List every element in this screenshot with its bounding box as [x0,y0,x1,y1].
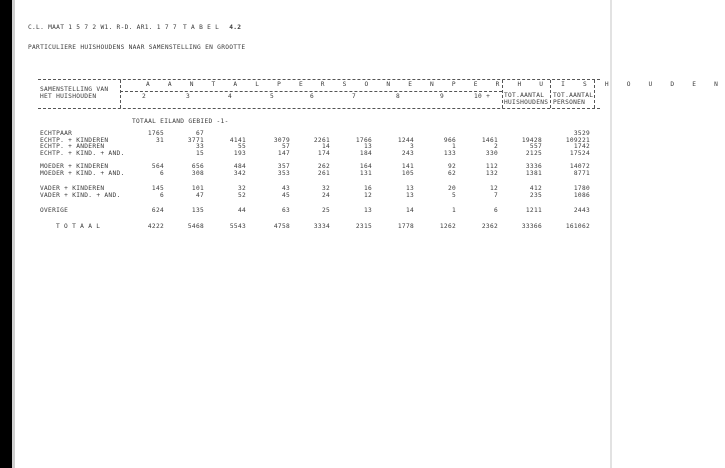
table-cell-group [422,131,456,157]
table-cell: 145 [151,185,164,192]
table-cell: 1778 [397,223,414,230]
col-header-8: 8 [396,93,401,100]
table-cell: 262 [317,163,330,170]
table-cell [130,144,164,151]
table-cell-group [212,186,246,199]
top-rule [38,79,600,80]
table-cell-group [212,131,246,157]
table-cell: 57 [281,143,290,151]
table-cell-group [422,208,456,215]
table-cell-group [380,224,414,231]
households-header-line1: TOT.AANTAL [504,92,545,99]
table-cell: 624 [151,207,164,214]
table-cell-group [464,224,498,231]
col-header-6: 6 [310,93,315,100]
table-cell: 92 [447,163,456,170]
table-cell: 14 [321,143,330,151]
table-cell: 4222 [147,223,164,230]
table-cell-group [130,186,164,199]
table-cell: 656 [191,163,204,170]
row-label: T O T A A L [56,223,101,230]
table-cell-group [170,224,204,231]
table-cell: 67 [195,130,204,137]
table-cell: 2 [493,143,498,151]
table-cell: 1 [451,207,456,214]
table-cell: 45 [281,191,290,199]
binding-edge [0,0,12,468]
table-cell: 13 [363,143,372,151]
table-cell: 52 [237,191,246,199]
table-cell: 8771 [573,169,590,177]
table-cell-group [212,164,246,177]
table-cell: 17524 [569,149,590,157]
row-label: ECHTP. + KIND. + AND. [40,149,125,157]
table-cell: 261 [317,169,330,177]
col-header-9: 9 [440,93,445,100]
table-cell: 6 [159,191,164,199]
col-header-persons [553,92,593,106]
table-cell: 25 [321,207,330,214]
stub-header [40,86,108,100]
table-cell: 1742 [573,143,590,151]
table-cell-group [556,208,590,215]
table-cell: 101 [191,185,204,192]
table-cell: 357 [277,163,290,170]
table-cell: 193 [233,149,246,157]
col-header-7: 7 [352,93,357,100]
table-cell: 32 [237,185,246,192]
table-cell: 31 [155,136,164,144]
table-cell-group [256,186,290,199]
table-cell: 308 [191,169,204,177]
table-cell: 132 [485,169,498,177]
page-edge [610,0,612,468]
table-cell: 484 [233,163,246,170]
table-cell: 1262 [439,223,456,230]
table-cell-group [170,164,204,177]
table-cell-group [338,131,372,157]
stub-header-line1: SAMENSTELLING VAN [40,86,109,93]
table-cell: 55 [237,143,246,151]
table-cell: 557 [529,143,542,151]
table-cell: 184 [359,149,372,157]
table-cell: 1765 [147,130,164,137]
persons-header-line2: PERSONEN [553,99,586,106]
table-cell-group [338,224,372,231]
table-word: T A B E L [182,24,220,31]
table-cell-group [170,208,204,215]
table-cell-group [256,164,290,177]
row-label: ECHTP. + KINDEREN [40,136,109,144]
table-cell: 353 [277,169,290,177]
col-header-10-plus: 10 + [474,93,491,100]
table-cell: 2362 [481,223,498,230]
table-cell-group [170,186,204,199]
table-cell-group [464,131,498,157]
table-cell: 243 [401,149,414,157]
table-cell-group [212,224,246,231]
table-cell: 13 [363,207,372,214]
row-label-group [40,164,125,177]
table-cell-group [130,208,164,215]
table-cell-group [556,186,590,199]
row-label: MOEDER + KINDEREN [40,163,109,170]
table-cell-group [130,164,164,177]
binding-shadow [12,0,15,468]
table-cell-group [170,131,204,157]
table-cell: 5543 [229,223,246,230]
table-cell-group [256,224,290,231]
table-cell: 164 [359,163,372,170]
table-cell: 1 [451,143,456,151]
col-header-3: 3 [186,93,191,100]
table-cell: 412 [529,185,542,192]
table-cell-group [508,131,542,157]
table-cell: 1086 [573,191,590,199]
table-cell: 1244 [397,136,414,144]
table-cell-group [130,131,164,157]
table-cell-group [296,164,330,177]
row-label-group [56,224,100,231]
col-header-4: 4 [228,93,233,100]
table-cell-group [296,208,330,215]
table-cell: 174 [317,149,330,157]
table-cell-group [212,208,246,215]
table-cell: 4758 [273,223,290,230]
table-cell-group [338,208,372,215]
table-cell: 12 [363,191,372,199]
table-cell: 235 [529,191,542,199]
table-cell: 13 [405,191,414,199]
table-cell: 2125 [525,149,542,157]
table-cell: 15 [195,149,204,157]
households-header-line2: HUISHOUDENS [504,99,549,106]
table-cell: 564 [151,163,164,170]
table-cell: 6 [493,207,498,214]
table-cell: 2315 [355,223,372,230]
header-ref: C.L. MAAT 1 5 7 2 W1. R-D. AR1. 1 7 7 [28,24,177,31]
spanner-header: A A N T A L P E R S O N E N P E R H U I S H O U D E N [146,81,725,88]
row-label-group [40,208,68,215]
table-cell: 141 [401,163,414,170]
page-header [28,24,241,31]
table-cell: 966 [443,136,456,144]
table-cell: 112 [485,163,498,170]
table-cell: 161062 [565,223,590,230]
table-cell: 14 [405,207,414,214]
table-cell-group [508,208,542,215]
row-label: ECHTPAAR [40,130,73,137]
table-cell: 5 [451,191,456,199]
table-cell-group [380,186,414,199]
group-label: TOTAAL EILAND GEBIED -1- [132,118,229,125]
table-cell: 3 [409,143,414,151]
table-cell-group [556,224,590,231]
table-cell: 330 [485,149,498,157]
table-cell-group [256,208,290,215]
table-cell: 3529 [573,130,590,137]
table-cell-group [256,131,290,157]
table-cell [130,151,164,158]
row-label: MOEDER + KIND. + AND. [40,169,125,177]
table-cell-group [464,186,498,199]
table-subtitle: PARTICULIERE HUISHOUDENS NAAR SAMENSTELLING EN GROOTTE [28,44,246,51]
table-cell-group [380,164,414,177]
col-header-5: 5 [270,93,275,100]
table-cell: 63 [281,207,290,214]
table-cell: 19428 [521,136,542,144]
table-cell: 3334 [313,223,330,230]
table-cell: 1381 [525,169,542,177]
col-header-households [504,92,548,106]
stub-header-line2: HET HUISHOUDEN [40,93,97,100]
table-cell: 1211 [525,207,542,214]
table-cell-group [296,224,330,231]
table-cell-group [380,131,414,157]
table-cell-group [508,224,542,231]
header-rule [38,108,600,109]
spanner-rule [120,91,502,92]
table-cell-group [380,208,414,215]
table-cell: 2261 [313,136,330,144]
table-cell: 20 [447,185,456,192]
row-label: VADER + KIND. + AND. [40,191,121,199]
table-cell: 131 [359,169,372,177]
table-cell: 3336 [525,163,542,170]
row-label: ECHTP. + ANDEREN [40,143,105,151]
table-cell: 6 [159,169,164,177]
table-cell: 3771 [187,136,204,144]
table-cell: 14072 [569,163,590,170]
table-cell: 109221 [565,136,590,144]
table-cell: 7 [493,191,498,199]
table-cell-group [464,164,498,177]
table-cell-group [296,131,330,157]
table-cell: 1461 [481,136,498,144]
table-cell: 4141 [229,136,246,144]
table-cell-group [422,164,456,177]
table-cell: 5468 [187,223,204,230]
table-cell-group [464,208,498,215]
table-cell: 47 [195,191,204,199]
col-header-2: 2 [142,93,147,100]
table-cell: 135 [191,207,204,214]
table-cell: 1780 [573,185,590,192]
table-cell: 105 [401,169,414,177]
table-cell-group [296,186,330,199]
table-cell-group [422,224,456,231]
table-cell: 12 [489,185,498,192]
table-cell-group [556,164,590,177]
table-cell: 44 [237,207,246,214]
persons-header-line1: TOT.AANTAL [553,92,594,99]
table-cell-group [422,186,456,199]
table-cell: 147 [277,149,290,157]
stub-divider [120,80,121,108]
table-cell-group [338,186,372,199]
table-cell: 33366 [521,223,542,230]
table-cell-group [508,164,542,177]
table-cell: 133 [443,149,456,157]
table-cell-group [556,131,590,157]
row-label: VADER + KINDEREN [40,185,105,192]
table-cell: 33 [195,143,204,151]
table-cell-group [130,224,164,231]
table-cell: 1766 [355,136,372,144]
row-label-group [40,186,121,199]
table-cell: 43 [281,185,290,192]
table-cell: 13 [405,185,414,192]
table-cell: 3079 [273,136,290,144]
table-cell: 32 [321,185,330,192]
table-cell-group [338,164,372,177]
table-cell: 2443 [573,207,590,214]
table-number: 4.2 [229,24,242,31]
table-cell: 342 [233,169,246,177]
table-cell: 62 [447,169,456,177]
table-cell-group [508,186,542,199]
row-label: OVERIGE [40,207,69,214]
table-cell: 16 [363,185,372,192]
table-cell: 24 [321,191,330,199]
row-label-group [40,131,125,157]
